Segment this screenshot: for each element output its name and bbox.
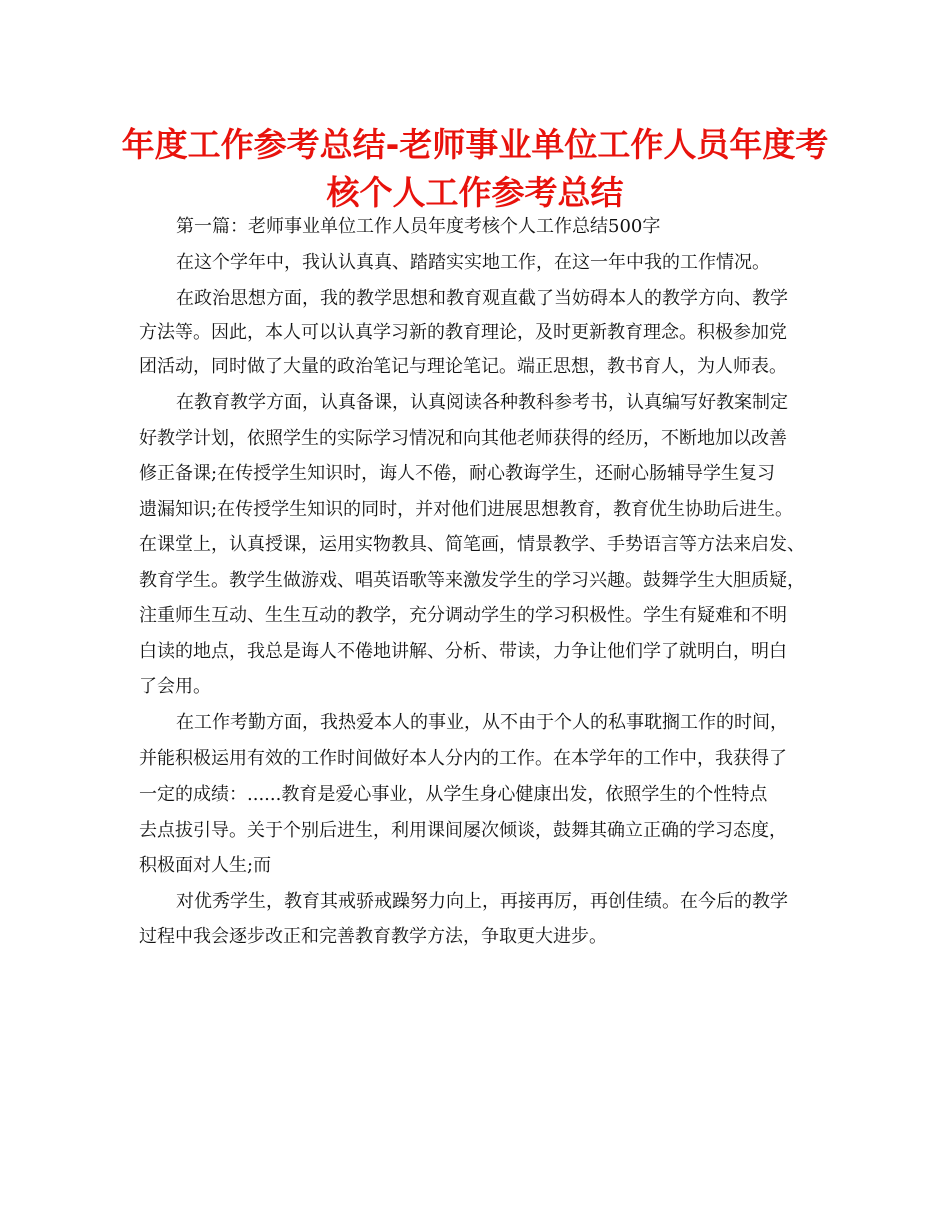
section-heading: 第一篇：老师事业单位工作人员年度考核个人工作总结500字 — [176, 216, 661, 237]
document-title-line-1: 年度工作参考总结-老师事业单位工作人员年度考 — [121, 125, 829, 164]
paragraph-line: 注重师生互动、生生互动的教学，充分调动学生的学习积极性。学生有疑难和不明 — [139, 605, 787, 626]
paragraph-line: 在工作考勤方面，我热爱本人的事业，从不由于个人的私事耽搁工作的时间， — [176, 712, 788, 733]
paragraph-line: 遗漏知识;在传授学生知识的同时，并对他们进展思想教育，教育优生协助后进生。 — [139, 499, 794, 520]
paragraph-line: 修正备课;在传授学生知识时，诲人不倦，耐心教诲学生，还耐心肠辅导学生复习 — [139, 463, 776, 484]
paragraph-line: 在政治思想方面，我的教学思想和教育观直截了当妨碍本人的教学方向、教学 — [176, 288, 788, 309]
paragraph-line: 方法等。因此，本人可以认真学习新的教育理论，及时更新教育理念。积极参加党 — [139, 322, 787, 343]
paragraph-line: 团活动，同时做了大量的政治笔记与理论笔记。端正思想，教书育人，为人师表。 — [139, 356, 787, 377]
paragraph-line: 过程中我会逐步改正和完善教育教学方法，争取更大进步。 — [139, 926, 607, 947]
paragraph-line: 积极面对人生;而 — [139, 855, 272, 876]
paragraph-line: 白读的地点，我总是诲人不倦地讲解、分析、带读，力争让他们学了就明白，明白 — [139, 641, 787, 662]
document-title-line-2: 核个人工作参考总结 — [326, 173, 624, 212]
paragraph-line: 在课堂上，认真授课，运用实物教具、简笔画，情景教学、手势语言等方法来启发、 — [139, 534, 805, 555]
paragraph-line: 一定的成绩：......教育是爱心事业，从学生身心健康出发，依照学生的个性特点 — [139, 784, 768, 805]
paragraph-line: 在教育教学方面，认真备课，认真阅读各种教科参考书，认真编写好教案制定 — [176, 392, 788, 413]
paragraph-line: 了会用。 — [139, 676, 211, 697]
paragraph-line: 好教学计划，依照学生的实际学习情况和向其他老师获得的经历，不断地加以改善 — [139, 428, 787, 449]
paragraph-line: 去点拔引导。关于个别后进生，利用课间屡次倾谈，鼓舞其确立正确的学习态度， — [139, 820, 787, 841]
paragraph-line: 在这个学年中，我认认真真、踏踏实实地工作，在这一年中我的工作情况。 — [176, 252, 770, 273]
paragraph-line: 并能积极运用有效的工作时间做好本人分内的工作。在本学年的工作中，我获得了 — [139, 748, 787, 769]
paragraph-line: 教育学生。教学生做游戏、唱英语歌等来激发学生的学习兴趣。鼓舞学生大胆质疑， — [139, 570, 805, 591]
paragraph-line: 对优秀学生，教育其戒骄戒躁努力向上，再接再厉，再创佳绩。在今后的教学 — [176, 891, 788, 912]
